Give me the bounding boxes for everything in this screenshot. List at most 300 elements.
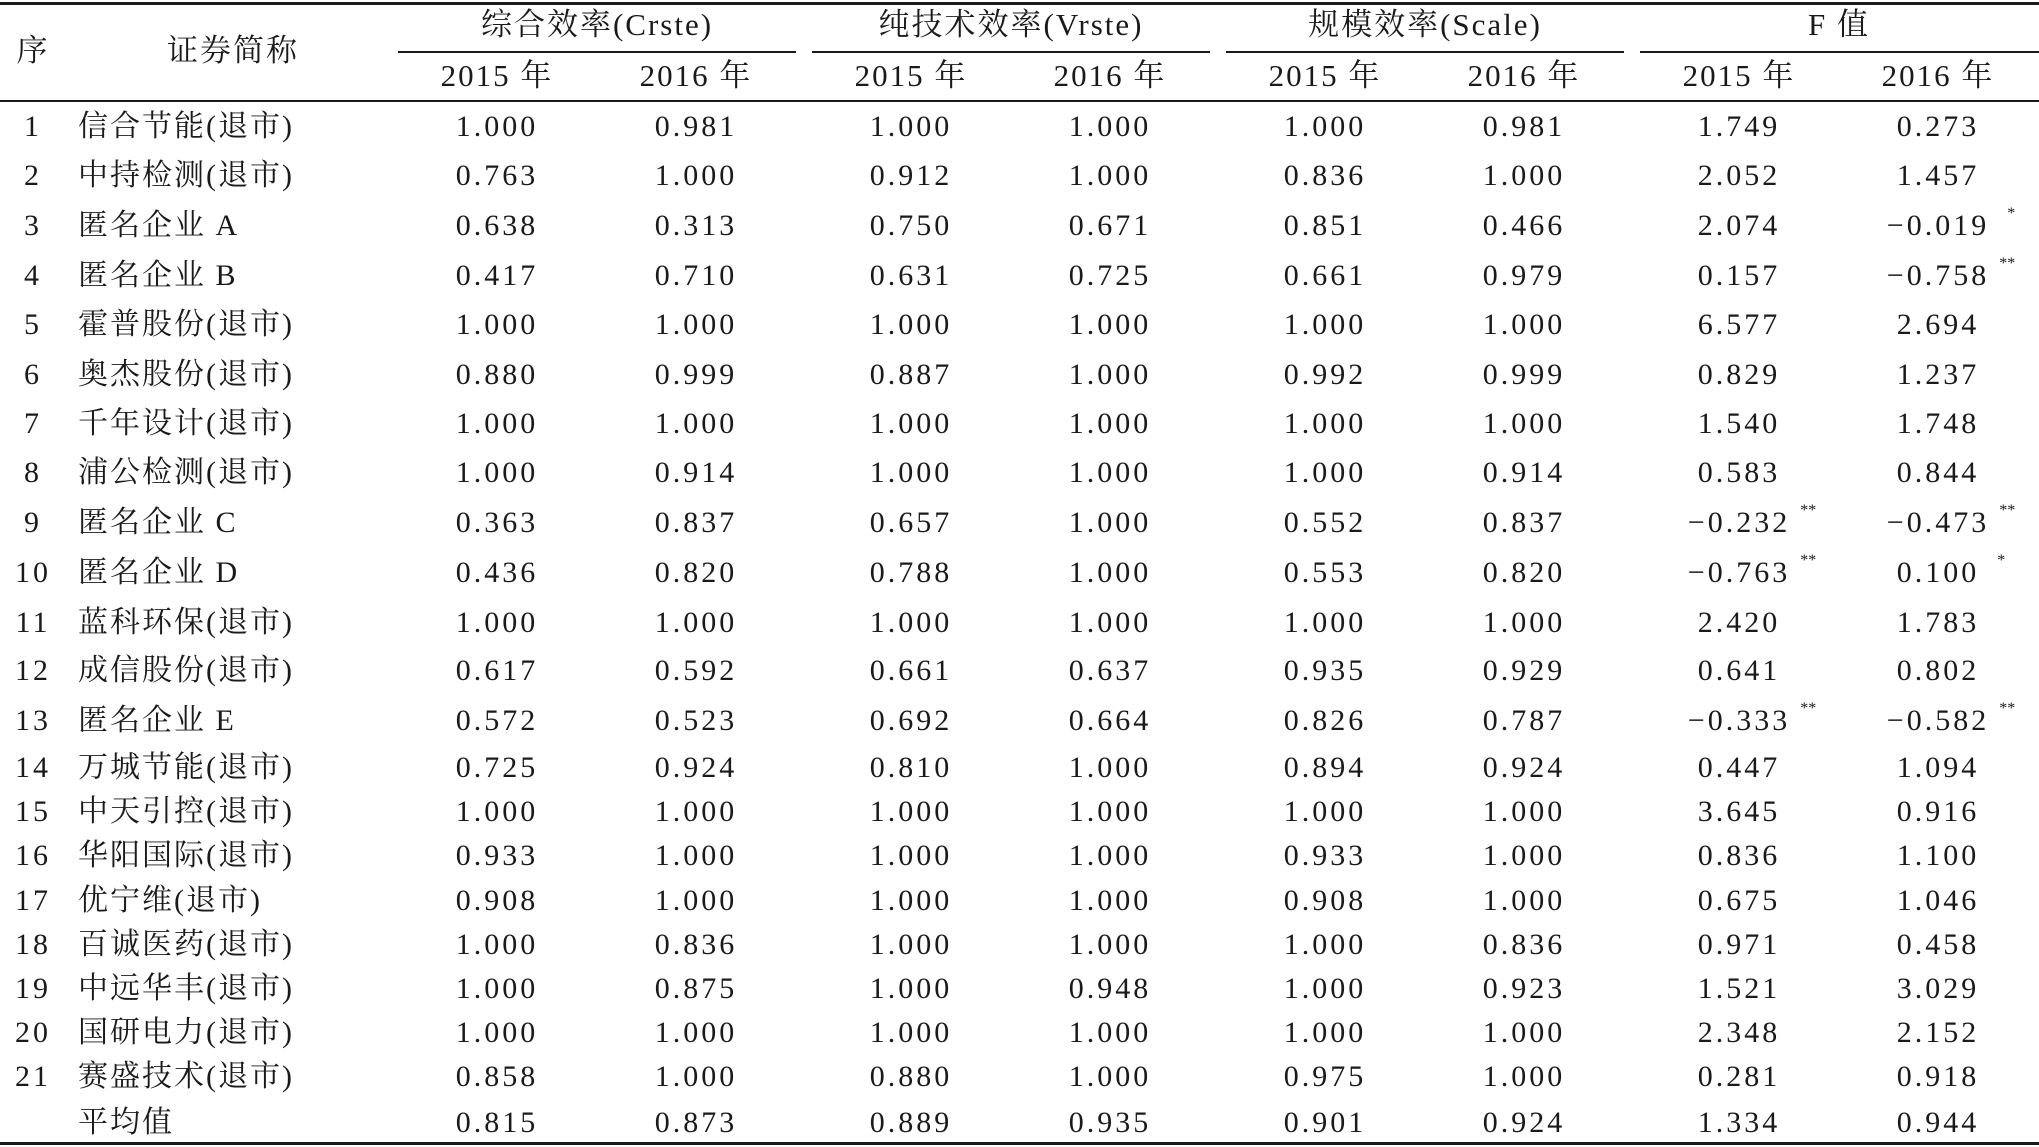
value-cell [456,1100,539,1146]
row-seq: 11 [15,606,51,639]
row-seq: 12 [15,654,51,687]
value-text: 0.992 [1283,358,1367,391]
value-text: 1.000 [654,308,738,341]
value-text: 0.971 [1697,928,1781,961]
value-cell [1897,966,1980,1012]
value-text: 0.836 [1482,928,1566,961]
value-text: −0.333 ** [1688,698,1790,744]
value-cell [870,401,953,447]
value-text: 1.000 [869,407,953,440]
value-text: 1.094 [1896,751,1980,784]
value-text: 2.348 [1697,1016,1781,1049]
value-cell [1698,878,1781,924]
header-group-scale: 规模效率(Scale) [1308,7,1542,42]
value-text: 0.436 [455,556,539,589]
value-cell [1698,966,1781,1012]
value-text: 0.657 [869,506,953,539]
header-seq: 序 [16,33,50,68]
header-rule [0,100,2039,102]
value-text: 0.787 [1482,704,1566,737]
header-year: 2015 年 [854,58,968,93]
row-seq: 14 [15,751,51,784]
value-text: 1.540 [1697,407,1781,440]
value-text: 1.000 [869,839,953,872]
value-text: 0.836 [1283,159,1367,192]
value-cell [1483,833,1566,879]
value-cell [1483,253,1566,299]
value-text: 0.638 [455,209,539,242]
value-cell [456,500,539,546]
value-text: 1.000 [455,407,539,440]
value-text: 0.979 [1482,259,1566,292]
value-cell [1886,203,2016,249]
value-cell [1698,745,1781,791]
significance-mark: * [2007,205,2016,222]
value-cell [1483,203,1566,249]
value-text: −0.758 ** [1887,253,1989,299]
header-year: 2016 年 [1881,58,1995,93]
value-text: 0.999 [1482,358,1566,391]
value-cell [1069,922,1152,968]
row-name: 匿名企业 B [78,259,238,292]
row-name: 中远华丰(退市) [78,972,294,1005]
value-text: 0.908 [1283,884,1367,917]
value-text: 1.000 [654,159,738,192]
value-cell [655,302,738,348]
value-cell [870,253,953,299]
value-text: 1.457 [1896,159,1980,192]
value-text: 0.572 [455,704,539,737]
value-text: 0.933 [455,839,539,872]
significance-mark: ** [1800,700,1817,717]
value-cell [1069,966,1152,1012]
value-cell [1897,789,1980,835]
value-cell [456,789,539,835]
value-cell [1069,550,1152,596]
value-cell [1284,1010,1367,1056]
value-text: 1.000 [1283,606,1367,639]
value-cell [1698,833,1781,879]
value-cell [1483,789,1566,835]
value-text: 3.029 [1896,972,1980,1005]
value-text: 1.000 [1068,795,1152,828]
value-text: 0.802 [1896,654,1980,687]
row-name: 百诚医药(退市) [78,928,294,961]
value-cell [870,352,953,398]
value-cell [1284,500,1367,546]
value-cell [1069,401,1152,447]
value-text: 1.000 [1068,556,1152,589]
value-text: 1.000 [869,972,953,1005]
value-cell [870,500,953,546]
value-text: 0.918 [1896,1060,1980,1093]
value-cell [870,966,953,1012]
value-text: 0.981 [654,110,738,143]
value-text: 1.000 [1068,839,1152,872]
value-text: 0.313 [654,209,738,242]
value-cell [1069,745,1152,791]
significance-mark: ** [1999,502,2016,519]
value-text: 0.281 [1697,1060,1781,1093]
value-cell [1483,922,1566,968]
value-cell [456,550,539,596]
value-cell [1483,745,1566,791]
value-cell [1069,878,1152,924]
value-cell [1069,789,1152,835]
value-cell [456,966,539,1012]
value-text: 0.788 [869,556,953,589]
value-text: 2.420 [1697,606,1781,639]
value-cell [870,878,953,924]
value-text: 1.000 [1068,358,1152,391]
value-cell [1284,253,1367,299]
value-text: 0.664 [1068,704,1152,737]
value-text: 1.000 [1068,407,1152,440]
value-text: 0.552 [1283,506,1367,539]
value-cell [1698,104,1781,150]
header-year: 2016 年 [639,58,753,93]
value-text: 0.100 * [1897,550,1980,596]
value-cell [1897,450,1980,496]
value-text: 1.000 [1068,928,1152,961]
value-cell [1483,1054,1566,1100]
value-text: 1.000 [455,606,539,639]
value-text: 1.000 [1068,751,1152,784]
value-text: 1.000 [654,795,738,828]
value-text: 0.273 [1896,110,1980,143]
significance-mark: ** [1999,255,2016,272]
value-text: 0.725 [455,751,539,784]
value-text: −0.019 * [1887,203,1989,249]
value-cell [1483,450,1566,496]
value-cell [456,600,539,646]
value-text: 1.000 [1068,884,1152,917]
value-cell [1069,1010,1152,1056]
row-name: 优宁维(退市) [78,884,262,917]
row-seq: 6 [24,358,42,391]
row-seq: 9 [24,506,42,539]
value-cell [456,1010,539,1056]
value-text: 0.675 [1697,884,1781,917]
value-text: 0.873 [654,1106,738,1139]
value-text: 0.363 [455,506,539,539]
value-cell [456,833,539,879]
value-cell [1483,648,1566,694]
value-text: 2.074 [1697,209,1781,242]
value-cell [870,1054,953,1100]
value-text: 1.000 [869,110,953,143]
value-text: −0.763 ** [1688,550,1790,596]
value-text: 1.000 [455,795,539,828]
value-cell [456,450,539,496]
row-name: 浦公检测(退市) [78,456,294,489]
value-text: 1.749 [1697,110,1781,143]
value-text: 0.820 [654,556,738,589]
value-cell [870,203,953,249]
value-text: 0.458 [1896,928,1980,961]
value-text: 0.975 [1283,1060,1367,1093]
value-text: 1.000 [1482,1060,1566,1093]
value-cell [1698,1054,1781,1100]
value-cell [655,1054,738,1100]
value-text: 1.000 [1068,159,1152,192]
value-cell [1897,352,1980,398]
value-cell [1284,401,1367,447]
value-text: −0.473 ** [1887,500,1989,546]
significance-mark: ** [1800,502,1817,519]
value-cell [1483,500,1566,546]
value-text: 0.810 [869,751,953,784]
value-cell [1069,1100,1152,1146]
row-seq: 20 [15,1016,51,1049]
value-cell [1896,550,2006,596]
row-seq: 1 [24,110,42,143]
value-text: 1.000 [1283,1016,1367,1049]
header-group-f: F 值 [1808,7,1870,42]
value-text: 1.000 [455,308,539,341]
value-text: 0.844 [1896,456,1980,489]
header-year: 2016 年 [1053,58,1167,93]
value-text: 0.858 [455,1060,539,1093]
value-cell [1698,302,1781,348]
value-cell [655,878,738,924]
value-text: 1.000 [455,456,539,489]
value-text: 1.000 [1068,506,1152,539]
value-text: 0.836 [654,928,738,961]
value-cell [1284,648,1367,694]
value-text: 1.000 [1068,1060,1152,1093]
value-text: 0.710 [654,259,738,292]
value-text: 2.152 [1896,1016,1980,1049]
significance-mark: ** [1800,552,1817,569]
row-name: 中持检测(退市) [78,159,294,192]
value-cell [1483,352,1566,398]
value-text: 2.052 [1697,159,1781,192]
row-name: 中天引控(退市) [78,795,294,828]
value-text: 0.661 [1283,259,1367,292]
row-name: 千年设计(退市) [78,407,294,440]
value-cell [1483,1100,1566,1146]
value-cell [1687,500,1817,546]
value-cell [655,401,738,447]
value-cell [1698,789,1781,835]
header-year: 2015 年 [1268,58,1382,93]
row-name: 奥杰股份(退市) [78,358,294,391]
row-seq: 10 [15,556,51,589]
value-cell [456,153,539,199]
value-cell [1483,600,1566,646]
value-text: 0.929 [1482,654,1566,687]
value-cell [1284,922,1367,968]
row-seq: 18 [15,928,51,961]
value-text: 0.826 [1283,704,1367,737]
value-cell [1284,104,1367,150]
row-seq: 8 [24,456,42,489]
value-text: 0.851 [1283,209,1367,242]
value-text: 1.000 [1283,308,1367,341]
value-cell [456,922,539,968]
value-cell [870,648,953,694]
value-text: 0.948 [1068,972,1152,1005]
value-text: 0.836 [1697,839,1781,872]
value-cell [1698,153,1781,199]
value-text: 0.999 [654,358,738,391]
value-text: 0.944 [1896,1106,1980,1139]
value-text: 0.912 [869,159,953,192]
value-text: 1.000 [1482,839,1566,872]
value-text: 0.916 [1896,795,1980,828]
value-cell [1284,600,1367,646]
value-text: 1.000 [1283,795,1367,828]
row-seq: 7 [24,407,42,440]
header-group-vrste: 纯技术效率(Vrste) [878,7,1144,42]
value-text: 1.000 [1283,456,1367,489]
row-name: 匿名企业 C [78,506,238,539]
value-cell [456,698,539,744]
value-text: 0.908 [455,884,539,917]
row-name: 国研电力(退市) [78,1016,294,1049]
value-text: 1.000 [869,928,953,961]
value-cell [456,648,539,694]
value-cell [655,253,738,299]
value-text: 0.583 [1697,456,1781,489]
value-text: 1.000 [1482,407,1566,440]
value-text: 1.000 [1068,308,1152,341]
value-cell [870,1010,953,1056]
row-seq: 19 [15,972,51,1005]
value-text: 0.933 [1283,839,1367,872]
header-year: 2015 年 [440,58,554,93]
value-cell [1698,1010,1781,1056]
value-text: 0.631 [869,259,953,292]
value-cell [1483,153,1566,199]
value-text: 1.000 [1283,110,1367,143]
value-cell [456,745,539,791]
value-cell [1284,878,1367,924]
value-text: 1.000 [869,884,953,917]
value-text: 0.617 [455,654,539,687]
value-cell [1284,550,1367,596]
value-cell [1897,745,1980,791]
value-cell [870,833,953,879]
value-cell [1069,203,1152,249]
value-text: 1.000 [1068,1016,1152,1049]
value-cell [1483,401,1566,447]
value-cell [1897,648,1980,694]
value-text: 0.592 [654,654,738,687]
row-name: 蓝科环保(退市) [78,606,294,639]
value-cell [1886,253,2016,299]
value-cell [870,1100,953,1146]
value-text: 0.880 [869,1060,953,1093]
value-cell [1284,450,1367,496]
value-text: 0.553 [1283,556,1367,589]
value-cell [1698,450,1781,496]
value-cell [456,253,539,299]
row-seq: 4 [24,259,42,292]
value-text: 0.692 [869,704,953,737]
value-text: −0.232 ** [1688,500,1790,546]
value-text: 2.694 [1896,308,1980,341]
value-cell [1284,1100,1367,1146]
value-text: 1.000 [654,1016,738,1049]
value-text: 0.763 [455,159,539,192]
value-cell [655,789,738,835]
value-text: 1.000 [1283,407,1367,440]
value-cell [870,450,953,496]
value-cell [870,698,953,744]
value-cell [1284,833,1367,879]
row-seq: 5 [24,308,42,341]
value-cell [655,648,738,694]
value-cell [655,922,738,968]
value-cell [1483,966,1566,1012]
value-cell [1897,302,1980,348]
row-name: 万城节能(退市) [78,751,294,784]
value-cell [655,550,738,596]
value-cell [1483,550,1566,596]
value-cell [1284,745,1367,791]
value-text: 1.000 [1482,884,1566,917]
value-cell [456,302,539,348]
value-cell [655,500,738,546]
value-text: 1.046 [1896,884,1980,917]
value-text: 1.000 [869,795,953,828]
header-name: 证券简称 [167,33,299,68]
value-cell [1698,352,1781,398]
value-cell [655,1100,738,1146]
value-cell [456,1054,539,1100]
value-text: 0.829 [1697,358,1781,391]
row-seq: 15 [15,795,51,828]
row-seq: 13 [15,704,51,737]
value-cell [1069,500,1152,546]
value-cell [655,833,738,879]
value-cell [456,878,539,924]
value-cell [1483,104,1566,150]
value-text: 1.000 [654,407,738,440]
value-text: 1.000 [1482,1016,1566,1049]
value-text: 0.889 [869,1106,953,1139]
row-seq: 21 [15,1060,51,1093]
value-cell [870,745,953,791]
value-cell [655,450,738,496]
value-cell [1897,1100,1980,1146]
value-text: 0.914 [654,456,738,489]
row-name: 匿名企业 E [78,704,236,737]
value-text: 1.000 [1283,928,1367,961]
value-text: 1.000 [869,308,953,341]
value-cell [1483,1010,1566,1056]
value-text: 0.924 [1482,751,1566,784]
value-text: 1.521 [1697,972,1781,1005]
value-cell [1284,352,1367,398]
value-cell [870,153,953,199]
value-text: 0.880 [455,358,539,391]
value-cell [1897,1054,1980,1100]
value-text: 1.000 [1068,606,1152,639]
value-text: 0.887 [869,358,953,391]
value-text: 0.815 [455,1106,539,1139]
value-cell [1897,833,1980,879]
row-name: 华阳国际(退市) [78,839,294,872]
value-cell [1069,253,1152,299]
row-name: 平均值 [78,1106,174,1139]
value-text: 1.783 [1896,606,1980,639]
value-text: 0.641 [1697,654,1781,687]
value-text: 1.000 [654,839,738,872]
row-name: 匿名企业 A [78,209,240,242]
